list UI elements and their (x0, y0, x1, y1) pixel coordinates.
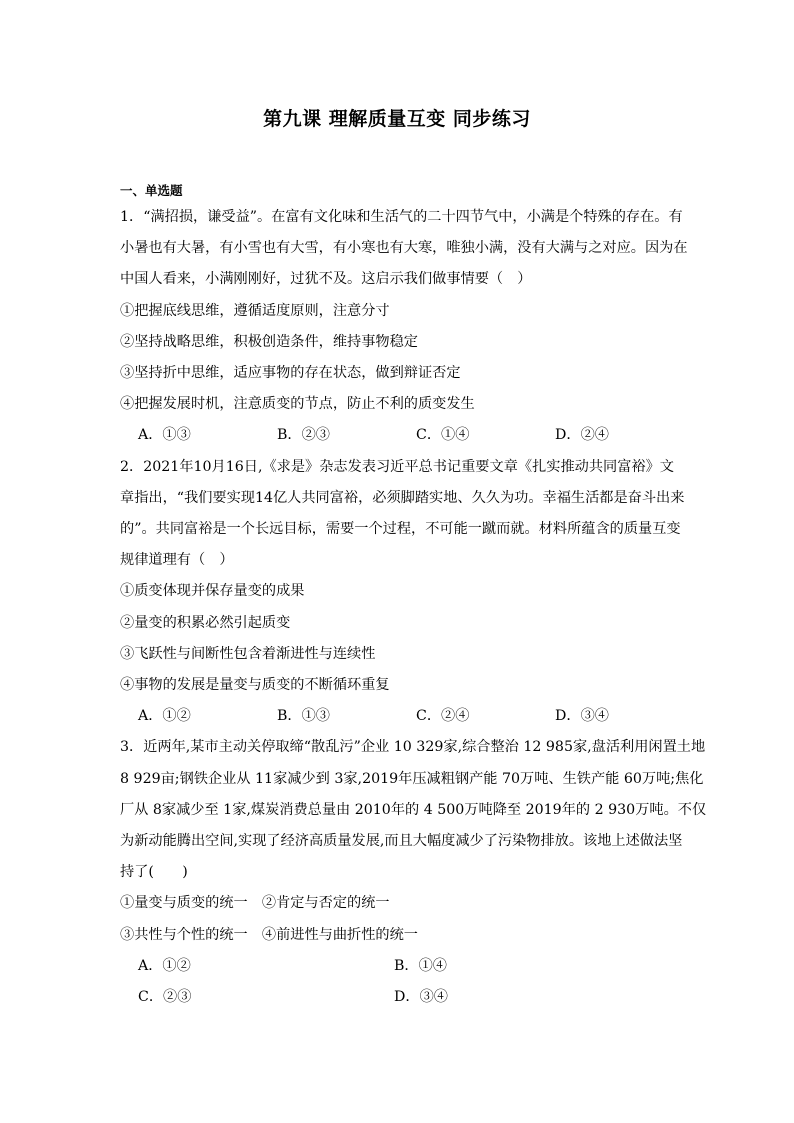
stem-line: 的”。共同富裕是一个长远目标，需要一个过程，不可能一蹴而就。材料所蕴含的质量互变 (120, 521, 681, 538)
choice-d: D．②④ (555, 427, 609, 444)
stem-line: 章指出，“我们要实现14亿人共同富裕，必须脚踏实地、久久为功。幸福生活都是奋斗出来 (120, 489, 685, 506)
stem-line: 规律道理有（ ） (120, 552, 234, 569)
stem-line: 中国人看来，小满刚刚好，过犹不及。这启示我们做事情要（ ） (120, 271, 532, 288)
choice-c: C．②③ (138, 989, 192, 1006)
choice-a: A．①② (138, 957, 191, 974)
stem-line: 持了( ) (120, 864, 188, 881)
stem-line: 3．近两年,某市主动关停取缔“散乱污”企业 10 329家,综合整治 12 985家,盘活利用闲置土地 (120, 739, 706, 756)
document-body (120, 180, 707, 1013)
statement: ①质变体现并保存量变的成果 (120, 583, 305, 600)
question-stem (120, 202, 688, 296)
question-3 (120, 732, 707, 1013)
statement: ②量变的积累必然引起质变 (120, 614, 291, 631)
statement: ①把握底线思维，遵循适度原则，注意分寸 (120, 302, 390, 319)
choice-c: C．①④ (416, 427, 470, 444)
statement: ①量变与质变的统一 ②肯定与否定的统一 (120, 895, 390, 912)
choice-a: A．①② (138, 708, 191, 725)
answer-choices (120, 951, 680, 1013)
statement: ③坚持折中思维，适应事物的存在状态，做到辩证否定 (120, 365, 461, 382)
answer-choices (120, 420, 680, 451)
question-stem (120, 452, 685, 577)
page-title: 第九课 理解质量互变 同步练习 (263, 108, 531, 130)
stem-line: 厂从 8家减少至 1家,煤炭消费总量由 2010年的 4 500万吨降至 2019年的 2 930万吨。不仅 (120, 801, 707, 818)
answer-choices (120, 701, 680, 732)
choice-b: B．②③ (277, 427, 330, 444)
stem-line: 1．“满招损，谦受益”。在富有文化味和生活气的二十四节气中，小满是个特殊的存在。有 (120, 209, 683, 225)
choice-c: C．②④ (416, 708, 470, 725)
stem-line: 2．2021年10月16日,《求是》杂志发表习近平总书记重要文章《扎实推动共同富裕》文 (120, 458, 674, 475)
stem-line: 8 929亩;钢铁企业从 11家减少到 3家,2019年压减粗钢产能 70万吨、生铁产能 60万吨;焦化 (120, 770, 704, 787)
stem-line: 小暑也有大暑，有小雪也有大雪，有小寒也有大寒，唯独小满，没有大满与之对应。因为在 (120, 240, 688, 257)
choice-b: B．①③ (277, 708, 330, 725)
statement: ④事物的发展是量变与质变的不断循环重复 (120, 677, 390, 694)
statement: ③飞跃性与间断性包含着渐进性与连续性 (120, 645, 376, 662)
choice-d: D．③④ (555, 708, 609, 725)
choice-d: D．③④ (394, 989, 448, 1006)
question-stem (120, 732, 707, 888)
choice-b: B．①④ (394, 957, 447, 974)
question-1 (120, 202, 688, 452)
statement: ④把握发展时机，注意质变的节点，防止不利的质变发生 (120, 396, 475, 413)
statement: ②坚持战略思维，积极创造条件，维持事物稳定 (120, 333, 418, 350)
choice-a: A．①③ (138, 427, 191, 444)
question-2 (120, 452, 685, 733)
statement: ③共性与个性的统一 ④前进性与曲折性的统一 (120, 926, 418, 943)
stem-line: 为新动能腾出空间,实现了经济高质量发展,而且大幅度减少了污染物排放。该地上述做法坚 (120, 833, 683, 850)
section-heading: 一、单选题 (120, 183, 183, 198)
